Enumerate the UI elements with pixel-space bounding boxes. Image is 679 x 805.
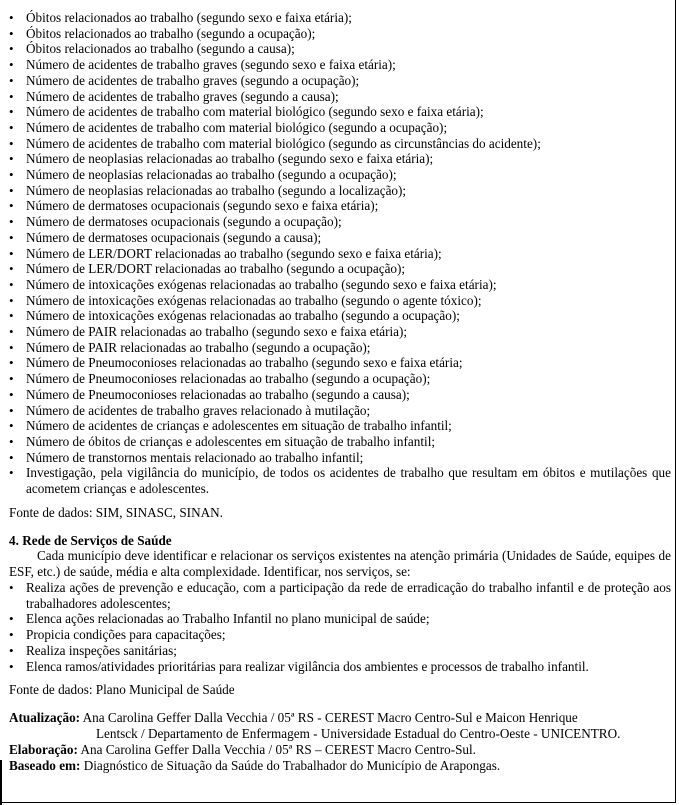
list-item: • Número de acidentes de trabalho graves relacionado à mutilação; (9, 403, 671, 419)
list-item: • Número de Pneumoconioses relacionadas ao trabalho (segundo a causa); (9, 387, 671, 403)
list-item: • Número de Pneumoconioses relacionadas ao trabalho (segundo sexo e faixa etária; (9, 355, 671, 371)
list-item: • Número de transtornos mentais relacionado ao trabalho infantil; (9, 450, 671, 466)
list-item: • Número de PAIR relacionadas ao trabalho (segundo sexo e faixa etária); (9, 324, 671, 340)
list-item: • Número de neoplasias relacionadas ao trabalho (segundo a ocupação); (9, 167, 671, 183)
list-item: • Realiza ações de prevenção e educação, com a participação da rede de erradicação do trabalho infantil e de proteção aos trabalhadores adolescentes; (9, 580, 671, 611)
based-on-label: Baseado em: (9, 758, 81, 773)
based-on-text: Diagnóstico de Situação da Saúde do Trabalhador do Município de Arapongas. (83, 758, 501, 773)
list-item: • Número de LER/DORT relacionadas ao trabalho (segundo sexo e faixa etária); (9, 246, 671, 262)
list-item: • Número de acidentes de trabalho com material biológico (segundo as circunstâncias do acidente); (9, 136, 671, 152)
elaboration-text: Ana Carolina Geffer Dalla Vecchia / 05ª RS – CEREST Macro Centro-Sul. (80, 742, 476, 757)
update-text-continued: Lentsck / Departamento de Enfermagem - Universidade Estadual do Centro-Oeste - UNICENTRO. (96, 726, 621, 741)
indicator-list (9, 10, 671, 497)
list-item: • Propicia condições para capacitações; (9, 627, 671, 643)
list-item: • Número de intoxicações exógenas relacionadas ao trabalho (segundo a ocupação); (9, 308, 671, 324)
section-intro: Cada município deve identificar e relacionar os serviços existentes na atenção primária (Unidades de Saúde, equipes de ESF, etc.) de saúde, média e alta complexidade. Identificar, nos serviços, se: (9, 548, 671, 580)
list-item: • Número de acidentes de crianças e adolescentes em situação de trabalho infantil; (9, 418, 671, 434)
list-item: • Investigação, pela vigilância do município, de todos os acidentes de trabalho que resultam em óbitos e mutilações que acometem crianças e adolescentes. (9, 465, 671, 496)
list-item: • Número de acidentes de trabalho graves (segundo a causa); (9, 89, 671, 105)
list-item: • Número de dermatoses ocupacionais (segundo sexo e faixa etária); (9, 198, 671, 214)
list-item: • Número de Pneumoconioses relacionadas ao trabalho (segundo a ocupação); (9, 371, 671, 387)
list-item: • Óbitos relacionados ao trabalho (segundo sexo e faixa etária); (9, 10, 671, 26)
document-frame (2, 0, 676, 803)
data-source-text: Fonte de dados: Plano Municipal de Saúde (9, 682, 235, 698)
list-item: • Número de óbitos de crianças e adolescentes em situação de trabalho infantil; (9, 434, 671, 450)
list-item: • Número de acidentes de trabalho graves (segundo sexo e faixa etária); (9, 57, 671, 73)
list-item: • Número de neoplasias relacionadas ao trabalho (segundo sexo e faixa etária); (9, 151, 671, 167)
document-content (9, 10, 671, 774)
elaboration-label: Elaboração: (9, 742, 78, 757)
list-item: • Número de acidentes de trabalho com material biológico (segundo a ocupação); (9, 120, 671, 136)
list-item: • Elenca ramos/atividades prioritárias para realizar vigilância dos ambientes e processos de trabalho infantil. (9, 659, 671, 675)
list-item: • Número de LER/DORT relacionadas ao trabalho (segundo a ocupação); (9, 261, 671, 277)
list-item: • Elenca ações relacionadas ao Trabalho Infantil no plano municipal de saúde; (9, 611, 671, 627)
elaboration-row (9, 742, 671, 758)
data-source-text: Fonte de dados: SIM, SINASC, SINAN. (9, 504, 223, 520)
list-item: • Número de PAIR relacionadas ao trabalho (segundo a ocupação); (9, 340, 671, 356)
list-item: • Realiza inspeções sanitárias; (9, 643, 671, 659)
update-text: Ana Carolina Geffer Dalla Vecchia / 05ª RS - CEREST Macro Centro-Sul e Maicon Henrique (82, 710, 578, 725)
list-item: • Número de intoxicações exógenas relacionadas ao trabalho (segundo o agente tóxico); (9, 293, 671, 309)
update-row (9, 710, 671, 726)
list-item: • Óbitos relacionados ao trabalho (segundo a causa); (9, 41, 671, 57)
list-item: • Óbitos relacionados ao trabalho (segundo a ocupação); (9, 26, 671, 42)
list-item: • Número de neoplasias relacionadas ao trabalho (segundo a localização); (9, 183, 671, 199)
update-label: Atualização: (9, 710, 81, 725)
list-item: • Número de acidentes de trabalho com material biológico (segundo sexo e faixa etária); (9, 104, 671, 120)
list-item: • Número de acidentes de trabalho graves (segundo a ocupação); (9, 73, 671, 89)
based-on-row (9, 758, 671, 774)
list-item: • Número de intoxicações exógenas relacionadas ao trabalho (segundo sexo e faixa etária); (9, 277, 671, 293)
services-list (9, 580, 671, 674)
list-item: • Número de dermatoses ocupacionais (segundo a ocupação); (9, 214, 671, 230)
section-heading: 4. Rede de Serviços de Saúde (9, 532, 172, 548)
list-item: • Número de dermatoses ocupacionais (segundo a causa); (9, 230, 671, 246)
